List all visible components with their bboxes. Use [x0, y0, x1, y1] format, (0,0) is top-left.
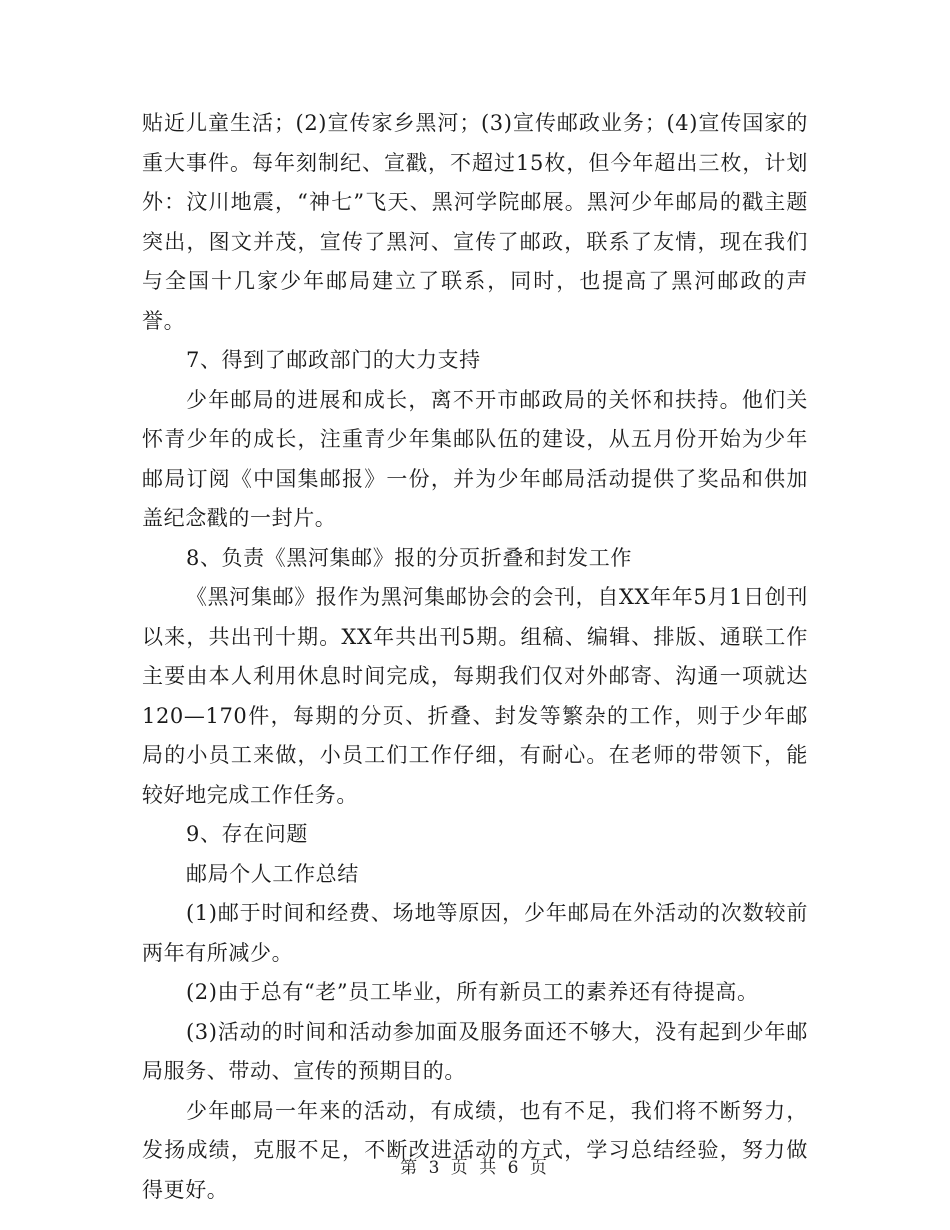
section-heading-8: 8、负责《黑河集邮》报的分页折叠和封发工作	[186, 545, 632, 570]
paragraph-continued: 贴近儿童生活；(2)宣传家乡黑河；(3)宣传邮政业务；(4)宣传国家的重大事件。每年刻制纪、宣戳，不超过15枚，但今年超出三枚，计划外：汶川地震，“神七”飞天、黑河学院邮展。黑河少年邮局的戳主题突出，图文并茂，宣传了黑河、宣传了邮政，联系了友情，现在我们与全国十几家少年邮局建立了联系，同时，也提高了黑河邮政的声誉。	[142, 111, 808, 333]
paragraph-support: 少年邮局的进展和成长，离不开市邮政局的关怀和扶持。他们关怀青少年的成长，注重青少年集邮队伍的建设，从五月份开始为少年邮局订阅《中国集邮报》一份，并为少年邮局活动提供了奖品和供加盖纪念戳的一封片。	[142, 387, 808, 530]
problem-item-2: (2)由于总有“老”员工毕业，所有新员工的素养还有待提高。	[186, 980, 759, 1004]
paragraph-newsletter: 《黑河集邮》报作为黑河集邮协会的会刊，自XX年年5月1日创刊以来，共出刊十期。XX年共出刊5期。组稿、编辑、排版、通联工作主要由本人利用休息时间完成，每期我们仅对外邮寄、沟通一项就达120—170件，每期的分页、折叠、封发等繁杂的工作，则于少年邮局的小员工来做，小员工们工作仔细，有耐心。在老师的带领下，能较好地完成工作任务。	[142, 585, 808, 807]
section-heading-7: 7、得到了邮政部门的大力支持	[186, 348, 481, 372]
paragraph-conclusion: 少年邮局一年来的活动，有成绩，也有不足，我们将不断努力，发扬成绩，克服不足，不断改进活动的方式，学习总结经验，努力做得更好。	[142, 1098, 808, 1202]
problem-item-3: (3)活动的时间和活动参加面及服务面还不够大，没有起到少年邮局服务、带动、宣传的预期目的。	[142, 1019, 808, 1083]
section-heading-9: 9、存在问题	[186, 822, 308, 846]
problem-item-1: (1)邮于时间和经费、场地等原因，少年邮局在外活动的次数较前两年有所减少。	[142, 901, 808, 965]
document-body	[142, 104, 808, 1210]
paragraph-subtitle: 邮局个人工作总结	[186, 861, 359, 886]
page-footer: 第 3 页 共 6 页	[400, 1158, 550, 1178]
